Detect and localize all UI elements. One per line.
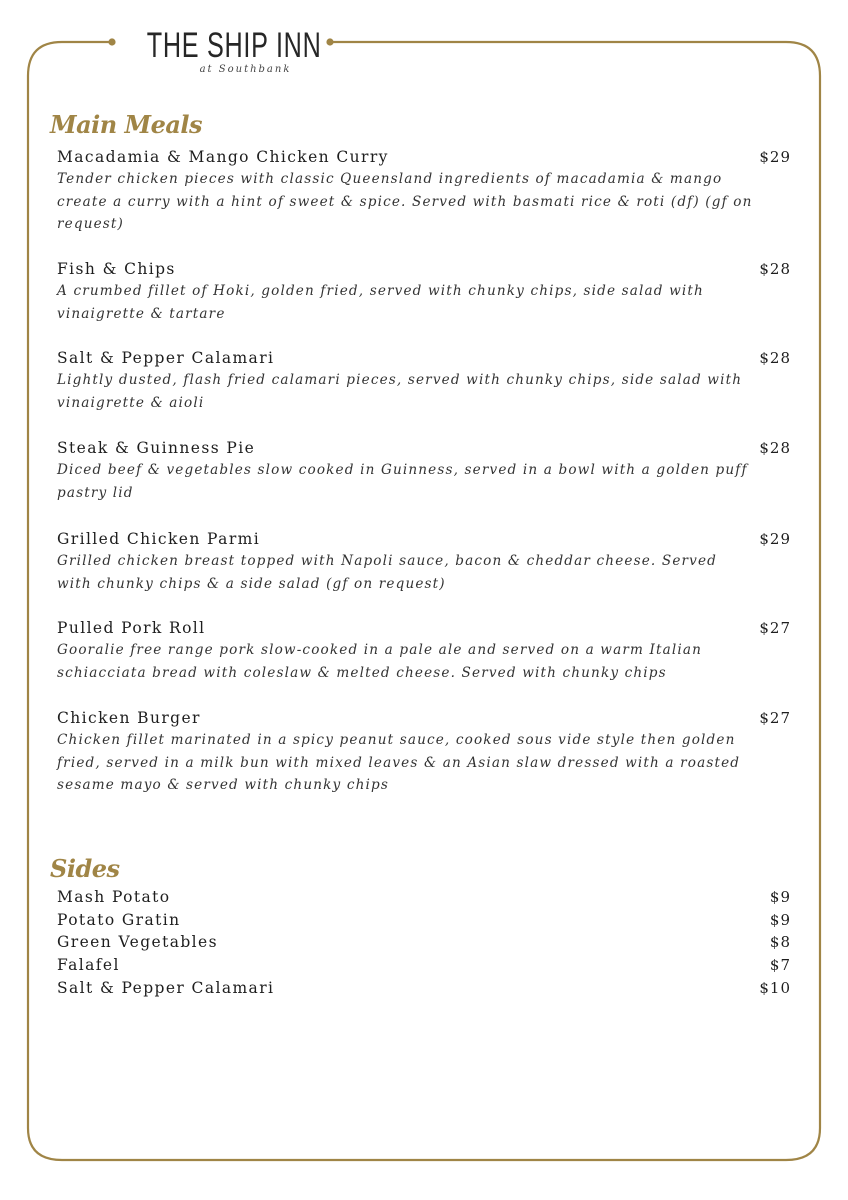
item-price: $8 bbox=[769, 933, 791, 951]
item-name: Pulled Pork Roll bbox=[57, 619, 206, 637]
section-title-main-meals: Main Meals bbox=[50, 110, 203, 139]
item-name: Potato Gratin bbox=[57, 911, 181, 929]
menu-item bbox=[57, 258, 791, 325]
item-price: $28 bbox=[759, 439, 791, 457]
item-price: $9 bbox=[769, 888, 791, 906]
item-name: Steak & Guinness Pie bbox=[57, 439, 256, 457]
item-description: Tender chicken pieces with classic Queensland ingredients of macadamia & mango create a curry with a hint of sweet & spice. Served with basmati rice & roti (df) (gf on request) bbox=[57, 171, 753, 232]
menu-item bbox=[57, 707, 791, 797]
menu-item bbox=[57, 528, 791, 595]
item-name: Green Vegetables bbox=[57, 933, 218, 951]
item-description: Gooralie free range pork slow-cooked in a pale ale and served on a warm Italian schiacciata bread with coleslaw & melted cheese. Served with chunky chips bbox=[57, 642, 703, 681]
item-description: Lightly dusted, flash fried calamari pieces, served with chunky chips, side salad with vinaigrette & aioli bbox=[57, 372, 743, 411]
item-price: $7 bbox=[769, 956, 791, 974]
item-description: Chicken fillet marinated in a spicy peanut sauce, cooked sous vide style then golden fried, served in a milk bun with mixed leaves & an Asian slaw dressed with a roasted sesame mayo & served with chunky chips bbox=[57, 732, 741, 793]
menu-item bbox=[57, 617, 791, 684]
side-item bbox=[57, 954, 791, 976]
section-title-sides: Sides bbox=[50, 854, 120, 883]
side-item bbox=[57, 886, 791, 908]
item-description: A crumbed fillet of Hoki, golden fried, served with chunky chips, side salad with vinaigrette & tartare bbox=[57, 283, 704, 322]
item-price: $27 bbox=[759, 619, 791, 637]
brand-name: THE SHIP INN bbox=[146, 26, 322, 65]
item-price: $27 bbox=[759, 709, 791, 727]
menu-item bbox=[57, 437, 791, 504]
item-name: Salt & Pepper Calamari bbox=[57, 349, 275, 367]
item-price: $29 bbox=[759, 148, 791, 166]
item-name: Macadamia & Mango Chicken Curry bbox=[57, 148, 389, 166]
item-price: $9 bbox=[769, 911, 791, 929]
item-name: Mash Potato bbox=[57, 888, 171, 906]
item-price: $29 bbox=[759, 530, 791, 548]
item-description: Grilled chicken breast topped with Napoli sauce, bacon & cheddar cheese. Served with chunky chips & a side salad (gf on request) bbox=[57, 553, 718, 592]
brand-location: at Southbank bbox=[199, 64, 292, 75]
item-price: $10 bbox=[759, 979, 791, 997]
item-name: Falafel bbox=[57, 956, 120, 974]
item-name: Salt & Pepper Calamari bbox=[57, 979, 275, 997]
item-name: Chicken Burger bbox=[57, 709, 201, 727]
item-price: $28 bbox=[759, 260, 791, 278]
side-item bbox=[57, 931, 791, 953]
item-name: Grilled Chicken Parmi bbox=[57, 530, 261, 548]
menu-item bbox=[57, 347, 791, 414]
item-price: $28 bbox=[759, 349, 791, 367]
side-item bbox=[57, 909, 791, 931]
brand-logo bbox=[118, 22, 323, 75]
item-name: Fish & Chips bbox=[57, 260, 176, 278]
item-description: Diced beef & vegetables slow cooked in Guinness, served in a bowl with a golden puff pastry lid bbox=[57, 462, 748, 501]
side-item bbox=[57, 977, 791, 999]
menu-item bbox=[57, 146, 791, 236]
